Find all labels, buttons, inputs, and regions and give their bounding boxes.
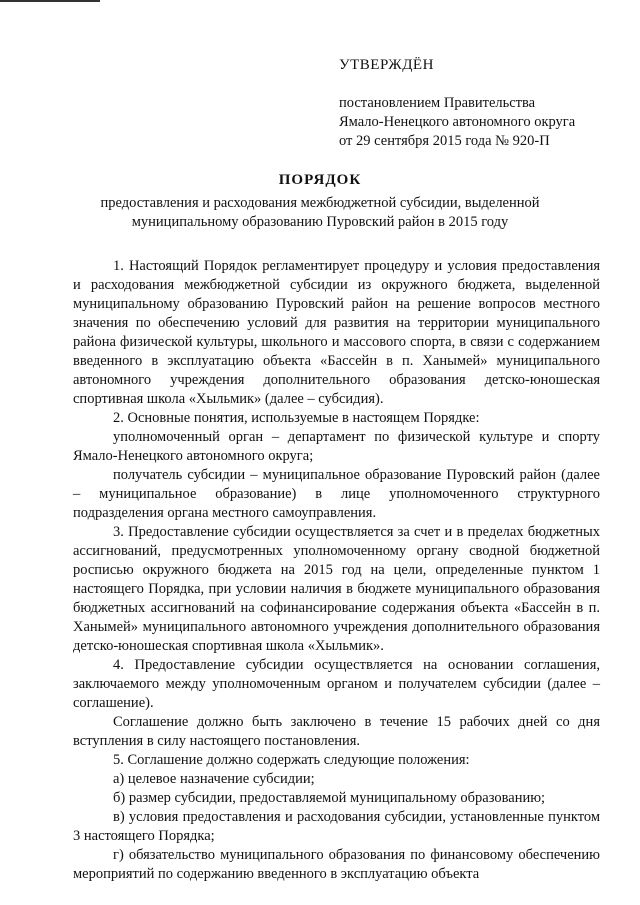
list-item-c: в) условия предоставления и расходования субсидии, установленные пунктом 3 настоящего Порядка;	[73, 809, 600, 844]
approval-line-2: Ямало-Ненецкого автономного округа	[339, 114, 576, 130]
list-item-d: г) обязательство муниципального образования по финансовому обеспечению мероприятий по содержанию введенного в эксплуатацию объекта	[73, 847, 600, 882]
list-item-b: б) размер субсидии, предоставляемой муниципальному образованию;	[113, 790, 546, 806]
approval-line-3: от 29 сентября 2015 года № 920-П	[339, 133, 550, 149]
paragraph-4-agreement-term: Соглашение должно быть заключено в течение 15 рабочих дней со дня вступления в силу настоящего постановления.	[73, 714, 600, 749]
paragraph-definition-2: получатель субсидии – муниципальное образование Пуровский район (далее – муниципальное образование) в лице уполномоченного структурного подразделения органа местного самоуправления.	[73, 467, 600, 521]
document-title: ПОРЯДОК	[278, 172, 362, 188]
paragraph-4: 4. Предоставление субсидии осуществляется на основании соглашения, заключаемого между уполномоченным органом и получателем субсидии (далее – соглашение).	[73, 657, 600, 711]
paragraph-definition-1: уполномоченный орган – департамент по физической культуре и спорту Ямало-Ненецкого автономного округа;	[73, 429, 600, 464]
document-title-block	[60, 170, 580, 232]
document-subtitle-line-2: муниципальному образованию Пуровский район в 2015 году	[131, 214, 509, 230]
list-item-a: а) целевое назначение субсидии;	[113, 771, 315, 787]
document-subtitle-line-1: предоставления и расходования межбюджетной субсидии, выделенной	[100, 195, 540, 211]
approval-heading: УТВЕРЖДЁН	[339, 57, 434, 73]
paragraph-5: 5. Соглашение должно содержать следующие положения:	[113, 752, 470, 768]
approval-line-1: постановлением Правительства	[339, 95, 536, 111]
scan-edge-mark	[0, 0, 100, 2]
paragraph-2: 2. Основные понятия, используемые в настоящем Порядке:	[113, 410, 480, 426]
paragraph-3: 3. Предоставление субсидии осуществляется за счет и в пределах бюджетных ассигнований, предусмотренных уполномоченному органу сводной бюджетной росписью окружного бюджета на 2015 год на цели, определенные пунктом 1 настоящего Порядка, при условии наличия в бюджете муниципального образования бюджетных ассигнований на софинансирование содержания объекта «Бассейн в п. Ханымей» муниципального автономного учреждения дополнительного образования детско-юношеская спортивная школа «Хыльмик».	[73, 524, 600, 654]
approval-block	[339, 56, 629, 151]
document-body	[73, 257, 600, 884]
paragraph-1: 1. Настоящий Порядок регламентирует процедуру и условия предоставления и расходования межбюджетной субсидии из окружного бюджета, выделенной муниципальному образованию Пуровский район на решение вопросов местного значения по обеспечению условий для развития на территории муниципального района физической культуры, школьного и массового спорта, в связи с содержанием введенного в эксплуатацию объекта «Бассейн в п. Ханымей» муниципального автономного учреждения дополнительного образования детско-юношеская спортивная школа «Хыльмик» (далее – субсидия).	[73, 258, 600, 407]
